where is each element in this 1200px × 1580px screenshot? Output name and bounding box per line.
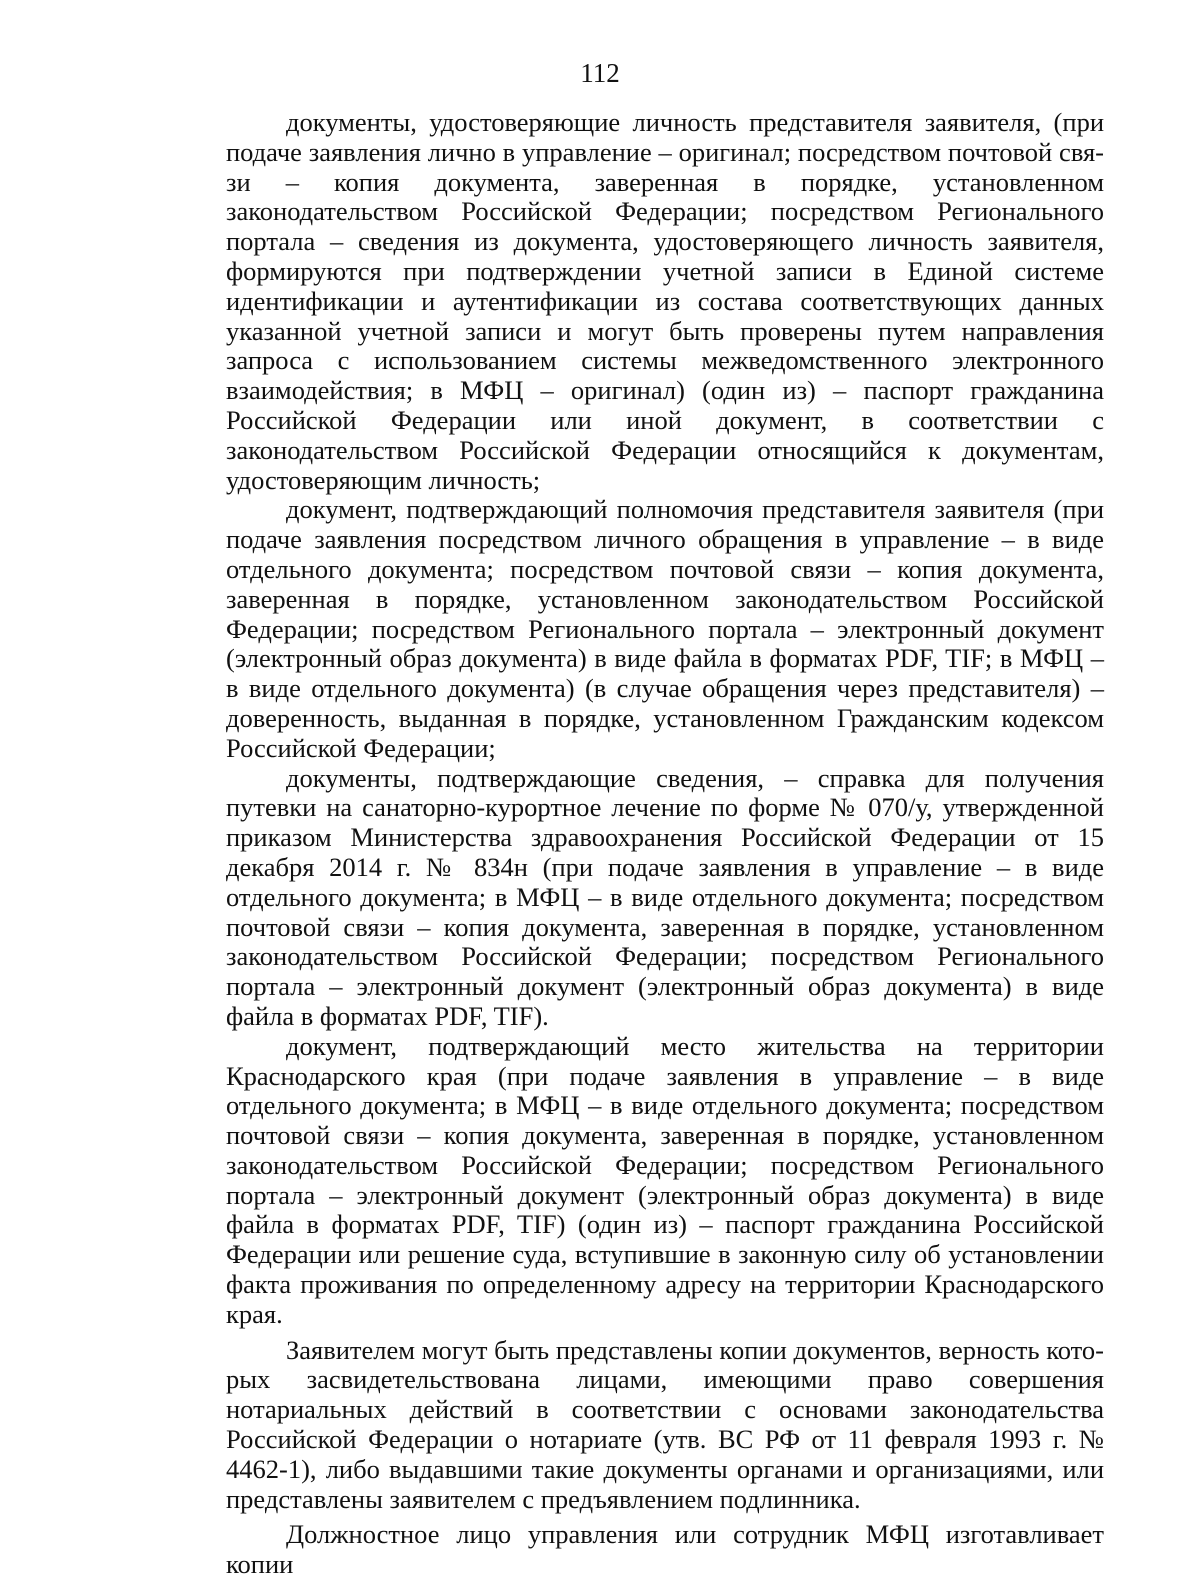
page-number: 112 [580,58,620,88]
paragraph-notarized-copies: Заявителем могут быть представлены копии документов, верность которых засвидетельствована лицами, имеющими право совершения нотариальных действий в соответствии с основами законодательства Российской Федерации о нотариате (утв. ВС РФ от 11 февраля 1993 г. № 4462-1), либо выдавшими такие документы органами и организациями, или представлены заявителем с предъявлением подлинника. [226,1334,1104,1514]
paragraph-residence-proof: документ, подтверждающий место жительства на территории Краснодарского края (при подаче заявления в управление – в виде отдельного документа; в МФЦ – в виде отдельного документа; посредством почтовой связи – копия документа, заверенная в порядке, установленном законодательством Российской Федерации; посредством Регионального портала – электронный документ (электронный образ документа) в виде файла в форматах PDF, TIF) (один из) – паспорт гражданина Российской Федерации или решение суда, вступившие в законную силу об установлении факта проживания по определенному адресу на территории Краснодарского края. [226,1030,1104,1329]
paragraph-medical-certificate: документы, подтверждающие сведения, – справка для получения путевки на санаторно-курортное лечение по форме № 070/у, утвержденной приказом Министерства здравоохранения Российской Федерации от 15 декабря 2014 г. № 834н (при подаче заявления в управление – в виде отдельного документа; в МФЦ – в виде отдельного документа; посредством почтовой связи – копия документа, заверенная в порядке, установленном законодательством Российской Федерации; посредством Регионального портала – электронный документ (электронный образ документа) в виде файла в форматах PDF, TIF). [226,762,1104,1031]
paragraph-official-copies: Должностное лицо управления или сотрудник МФЦ изготавливает копии [226,1519,1104,1580]
document-body [226,108,1104,1580]
paragraph-representative-identity: документы, удостоверяющие личность представителя заявителя, (при подаче заявления лично в управление – оригинал; посредством почтовой связи – копия документа, заверенная в порядке, установленном законодательством Российской Федерации; посредством Регионального портала – сведения из документа, удостоверяющего личность заявителя, формируются при подтверждении учетной записи в Единой системе идентификации и аутентификации из состава соответствующих данных указанной учетной записи и могут быть проверены путем направления запроса с использованием системы межведомственного электронного взаимодействия; в МФЦ – оригинал) (один из) – паспорт гражданина Российской Федерации или иной документ, в соответствии с законодательством Российской Федерации относящийся к документам, удостоверяющим личность; [226,107,1104,495]
paragraph-representative-authority: документ, подтверждающий полномочия представителя заявителя (при подаче заявления посредством личного обращения в управление – в виде отдельного документа; посредством почтовой связи – копия документа, заверенная в порядке, установленном законодательством Российской Федерации; посредством Регионального портала – электронный документ (электронный образ документа) в виде файла в форматах PDF, TIF; в МФЦ – в виде отдельного документа) (в случае обращения через представителя) – доверенность, выданная в порядке, установленном Гражданским кодексом Российской Федерации; [226,494,1104,763]
